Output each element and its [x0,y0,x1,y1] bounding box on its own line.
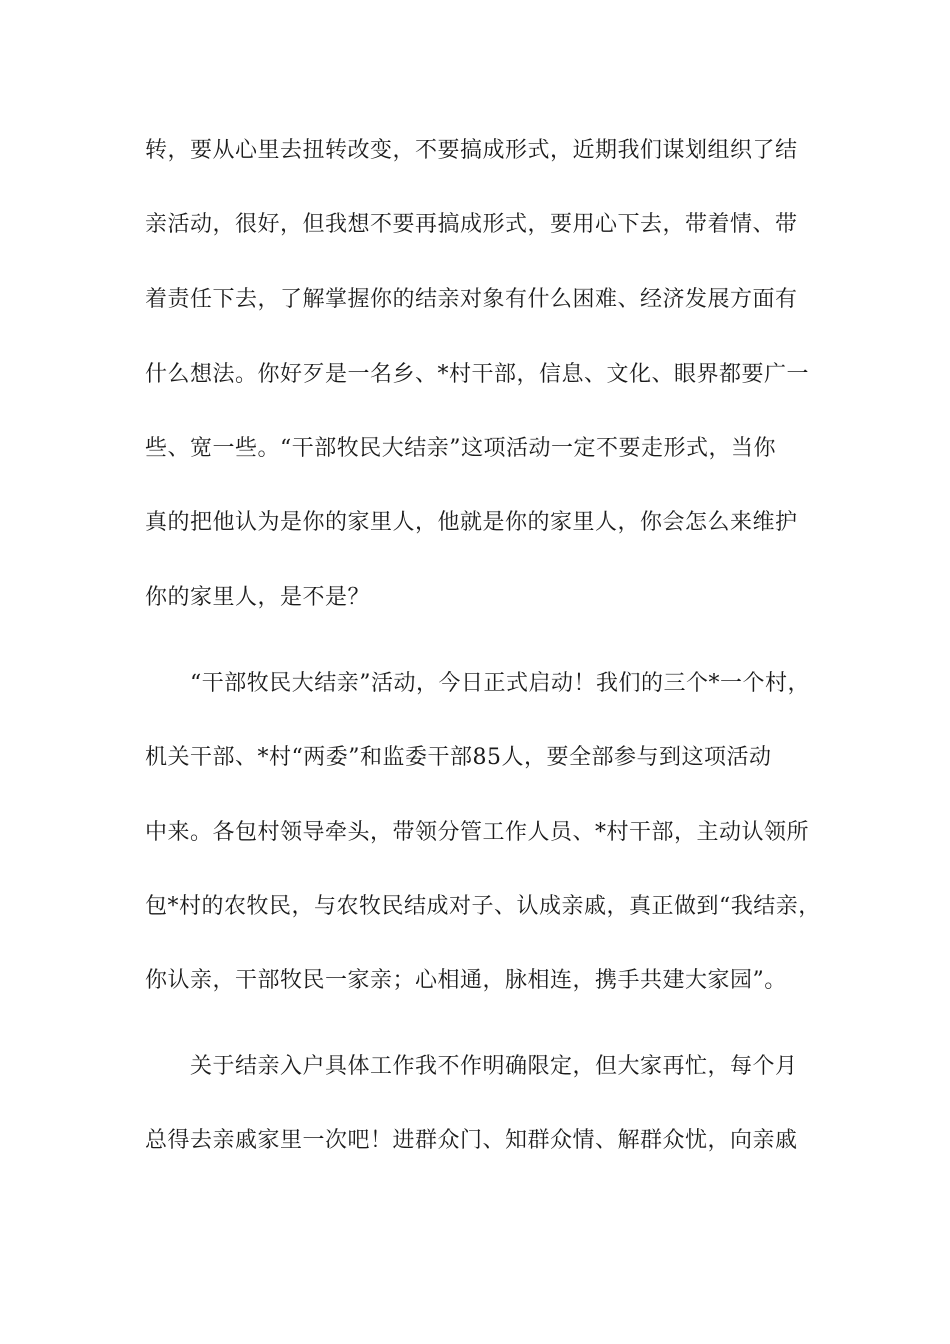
text-line: 着责任下去，了解掌握你的结亲对象有什么困难、经济发展方面有 [145,287,798,312]
text-line: 转，要从心里去扭转改变，不要搞成形式，近期我们谋划组织了结 [145,138,798,163]
text-line: “干部牧民大结亲”活动，今日正式启动！我们的三个*一个村， [145,671,810,696]
text-line: 包*村的农牧民，与农牧民结成对子、认成亲戚，真正做到“我结亲， [145,894,821,919]
text-line: 你认亲，干部牧民一家亲；心相通，脉相连，携手共建大家园”。 [145,968,787,993]
text-line: 什么想法。你好歹是一名乡、*村干部，信息、文化、眼界都要广一 [145,362,810,387]
text-line: 总得去亲戚家里一次吧！进群众门、知群众情、解群众忧，向亲戚 [145,1128,798,1153]
text-line: 你的家里人，是不是？ [145,585,371,610]
text-line: 真的把他认为是你的家里人，他就是你的家里人，你会怎么来维护 [145,510,798,535]
text-line: 关于结亲入户具体工作我不作明确限定，但大家再忙，每个月 [145,1054,798,1079]
text-line: 些、宽一些。“干部牧民大结亲”这项活动一定不要走形式，当你 [145,436,776,461]
text-line: 亲活动，很好，但我想不要再搞成形式，要用心下去，带着情、带 [145,212,798,237]
text-line: 中来。各包村领导牵头，带领分管工作人员、*村干部，主动认领所 [145,820,810,845]
text-line: 机关干部、*村“两委”和监委干部85人，要全部参与到这项活动 [145,745,772,770]
